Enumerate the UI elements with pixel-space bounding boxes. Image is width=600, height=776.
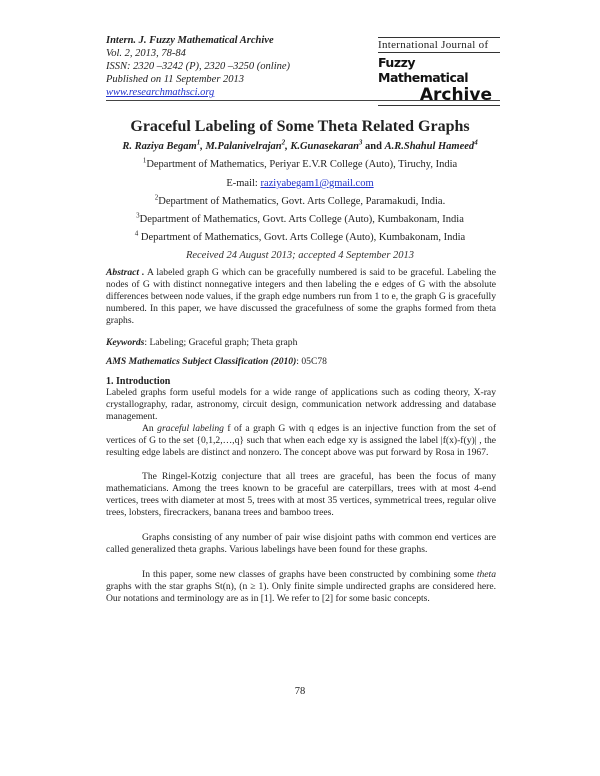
- affiliation-3-text: Department of Mathematics, Govt. Arts College (Auto), Kumbakonam, India: [139, 214, 464, 225]
- author-4: A.R.Shahul Hameed: [384, 141, 475, 152]
- abstract-text: A labeled graph G which can be gracefully numbered is said to be graceful. Labeling the nodes of G with distinct nonnegative integers and then labeling the e edges of G with the absolute differences between node values, if the graph edge numbers run from 1 to e, the graph G is gracefully numbered. In this paper, we have discussed the gracefulness of some the graphs formed from theta graphs.: [106, 267, 496, 327]
- intro-paragraph-1: Labeled graphs form useful models for a wide range of applications such as coding theory, X-ray crystallography, radar, astronomy, circuit design, communication network addressing and database management.: [106, 387, 496, 423]
- logo-line-2: Fuzzy Mathematical: [378, 55, 469, 85]
- intro-paragraph-3: The Ringel-Kotzig conjecture that all trees are graceful, has been the focus of many mathematicians. Among the trees known to be graceful are caterpillars, trees with at most 4-end vertices, trees with diameter at most 5, trees with at most 35 vertices, symmetrical trees, regular olive trees, lobsters, firecrackers, banana trees and bamboo trees.: [106, 471, 496, 519]
- email-line: [0, 178, 600, 189]
- ams-text: : 05C78: [296, 356, 327, 367]
- ams-label: AMS Mathematics Subject Classification (2010): [106, 356, 297, 367]
- abstract: [106, 267, 496, 327]
- author-3-sup: 3: [358, 138, 363, 147]
- p2-lead: An: [142, 423, 158, 434]
- p5-lead: In this paper, some new classes of graphs have been constructed by combining some: [142, 569, 477, 580]
- affiliation-3: [0, 211, 600, 225]
- journal-url-link[interactable]: www.researchmathsci.org: [106, 87, 215, 98]
- keywords-text: : Labeling; Graceful graph; Theta graph: [144, 337, 298, 348]
- keywords: [106, 337, 496, 349]
- author-sep-2: ,: [285, 141, 291, 152]
- author-2-sup: 2: [281, 138, 286, 147]
- journal-issn: ISSN: 2320 –3242 (P), 2320 –3250 (online): [106, 61, 291, 72]
- p5-term: theta: [476, 569, 496, 580]
- affiliation-4-text: Department of Mathematics, Govt. Arts College (Auto), Kumbakonam, India: [138, 232, 466, 243]
- author-sep-1: ,: [200, 141, 206, 152]
- affiliation-1: [0, 156, 600, 170]
- section-heading-introduction: 1. Introduction: [106, 376, 171, 387]
- received-dates: Received 24 August 2013; accepted 4 September 2013: [185, 250, 415, 261]
- affiliation-2: [0, 193, 600, 207]
- affiliation-1-sup: 1: [142, 156, 147, 165]
- author-sep-3: and: [362, 141, 385, 152]
- affiliation-4: [0, 229, 600, 243]
- intro-paragraph-2: [106, 423, 496, 459]
- affiliation-2-sup: 2: [154, 193, 159, 202]
- abstract-label: Abstract .: [106, 267, 145, 278]
- p5-body: graphs with the star graphs St(n), (n ≥ 1). Only finite simple undirected graphs are considered here. Our notations and terminology are as in [1]. We refer to [2] for some basic concepts.: [106, 581, 496, 605]
- author-3: K.Gunasekaran: [290, 141, 359, 152]
- page-number: 78: [294, 686, 306, 697]
- ams-classification: [106, 356, 496, 368]
- journal-volume: Vol. 2, 2013, 78-84: [106, 48, 186, 59]
- intro-paragraph-5: [106, 569, 496, 605]
- published-date: Published on 11 September 2013: [106, 74, 245, 85]
- keywords-label: Keywords: [106, 337, 145, 348]
- affiliation-2-text: Department of Mathematics, Govt. Arts College, Paramakudi, India.: [158, 196, 446, 207]
- journal-name: Intern. J. Fuzzy Mathematical Archive: [106, 35, 274, 46]
- author-2: M.Palanivelrajan: [205, 141, 282, 152]
- author-1: R. Raziya Begam: [122, 141, 197, 152]
- affiliation-3-sup: 3: [136, 211, 140, 220]
- intro-paragraph-4: Graphs consisting of any number of pair wise disjoint paths with common end vertices are called generalized theta graphs. Various labelings have been found for these graphs.: [106, 532, 496, 556]
- p2-body: f of a graph G with q edges is an injective function from the set of vertices of G to the set {0,1,2,…,q} such that when each edge xy is assigned the label |f(x)-f(y)| , the resulting edge labels are distinct and nonzero. The concept above was put forward by Rosa in 1967.: [106, 423, 497, 459]
- author-list: [0, 138, 600, 152]
- logo-line-1: International Journal of: [378, 37, 500, 53]
- p2-term: graceful labeling: [157, 423, 224, 434]
- affiliation-1-text: Department of Mathematics, Periyar E.V.R College (Auto), Tiruchy, India: [146, 159, 458, 170]
- email-label: E-mail:: [226, 178, 261, 189]
- journal-logo: [378, 37, 500, 106]
- logo-line-3: Archive: [378, 85, 500, 106]
- author-1-sup: 1: [196, 138, 201, 147]
- email-link[interactable]: raziyabegam1@gmail.com: [260, 178, 374, 189]
- paper-title: Graceful Labeling of Some Theta Related Graphs: [130, 118, 470, 135]
- affiliation-4-sup: 4: [134, 229, 139, 238]
- author-4-sup: 4: [474, 138, 478, 147]
